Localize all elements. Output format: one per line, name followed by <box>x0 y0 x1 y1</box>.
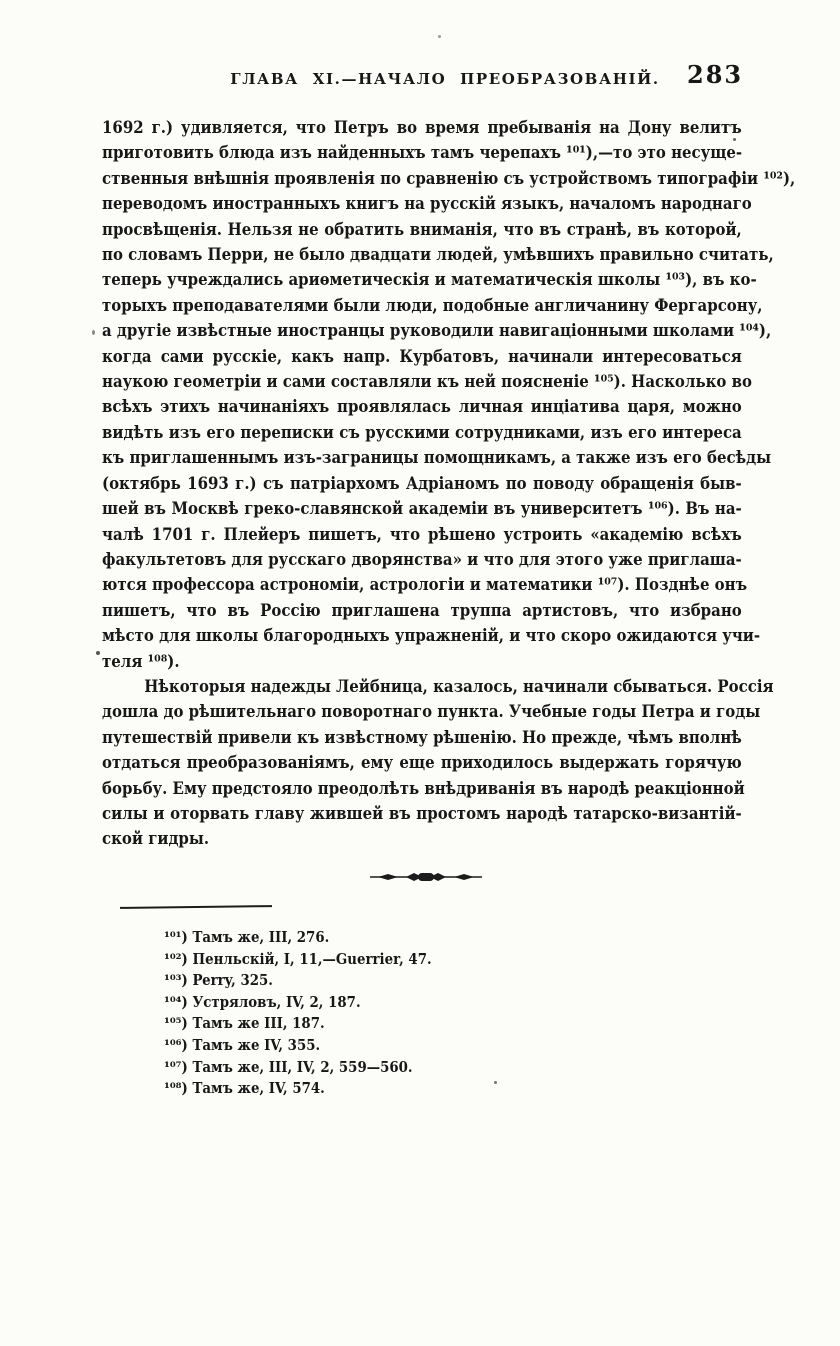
footnotes <box>164 927 432 1100</box>
text-line: теля ¹⁰⁸). <box>102 651 180 672</box>
text-line: ской гидры. <box>102 829 210 850</box>
scan-speck <box>494 1081 497 1084</box>
footnote-line: ¹⁰⁸) Тамъ же, IV, 574. <box>164 1080 325 1098</box>
footnote-line: ¹⁰³) Perry, 325. <box>164 972 273 990</box>
footnote-line: ¹⁰⁴) Устряловъ, IV, 2, 187. <box>164 993 361 1011</box>
page-number: 283 <box>687 60 744 89</box>
text-line: торыхъ преподавателями были люди, подобные англичанину Фергарсону, <box>102 295 763 316</box>
footnote-line: ¹⁰⁶) Тамъ же IV, 355. <box>164 1036 321 1054</box>
body-text <box>102 116 796 853</box>
text-line: пишетъ, что въ Россію приглашена труппа артистовъ, что избрано <box>102 600 742 621</box>
footnote-line: ¹⁰²) Пенльскій, I, 11,—Guerrier, 47. <box>164 950 432 968</box>
text-line: 1692 г.) удивляется, что Петръ во время пребыванія на Дону велитъ <box>102 118 742 138</box>
text-line: отдаться преобразованіямъ, ему еще приходилось выдержать горячую <box>102 753 742 774</box>
text-line: по словамъ Перри, не было двадцати людей, умѣвшихъ правильно считать, <box>102 245 774 266</box>
text-line: факультетовъ для русскаго дворянства» и что для этого уже приглаша- <box>102 549 742 570</box>
text-line: чалѣ 1701 г. Плейеръ пишетъ, что рѣшено устроить «академію всѣхъ <box>102 524 742 545</box>
footnote-separator-rule <box>120 905 272 909</box>
running-header-title: ГЛАВА XI.—НАЧАЛО ПРЕОБРАЗОВАНІЙ. <box>230 70 660 88</box>
text-line: дошла до рѣшительнаго поворотнаго пункта. Учебные годы Петра и годы <box>102 702 761 723</box>
text-line: ственныя внѣшнія проявленія по сравненію съ устройствомъ типографіи ¹⁰²), <box>102 168 796 189</box>
paragraph <box>102 675 774 853</box>
footnote-line: ¹⁰¹) Тамъ же, III, 276. <box>164 929 330 946</box>
scan-speck <box>92 330 95 335</box>
scan-speck <box>96 651 100 655</box>
scan-speck <box>733 138 736 141</box>
text-line: когда сами русскіе, какъ напр. Курбатовъ, начинали интересоваться <box>102 346 742 367</box>
text-line: силы и оторвать главу жившей въ простомъ народѣ татарско-византій- <box>102 803 742 824</box>
text-line: а другіе извѣстные иностранцы руководили навигаціонными школами ¹⁰⁴), <box>102 321 772 342</box>
text-line: наукою геометріи и сами составляли къ ней поясненіе ¹⁰⁵). Насколько во <box>102 372 752 393</box>
scan-speck <box>438 35 441 38</box>
text-line: ются профессора астрономіи, астрологіи и математики ¹⁰⁷). Позднѣе онъ <box>102 575 748 596</box>
footnote-line: ¹⁰⁵) Тамъ же III, 187. <box>164 1015 325 1033</box>
footnote-line: ¹⁰⁷) Тамъ же, III, IV, 2, 559—560. <box>164 1058 413 1076</box>
section-divider-ornament <box>370 869 482 885</box>
paragraph <box>102 116 796 675</box>
text-line: переводомъ иностранныхъ книгъ на русскій языкъ, началомъ народнаго <box>102 194 752 215</box>
text-line: теперь учреждались ариѳметическія и математическія школы ¹⁰³), въ ко- <box>102 270 757 291</box>
text-line: (октябрь 1693 г.) съ патріархомъ Адріаномъ по поводу обращенія быв- <box>102 473 742 494</box>
text-line: Нѣкоторыя надежды Лейбница, казалось, начинали сбываться. Россія <box>144 676 774 697</box>
text-line: видѣть изъ его переписки съ русскими сотрудниками, изъ его интереса <box>102 422 742 443</box>
text-line: къ приглашеннымъ изъ-заграницы помощникамъ, а также изъ его бесѣды <box>102 448 772 469</box>
text-line: просвѣщенія. Нельзя не обратить вниманія, что въ странѣ, въ которой, <box>102 219 742 240</box>
text-line: приготовить блюда изъ найденныхъ тамъ черепахъ ¹⁰¹),—то это несуще- <box>102 143 743 164</box>
text-line: шей въ Москвѣ греко-славянской академіи въ университетъ ¹⁰⁶). Въ на- <box>102 499 742 520</box>
text-line: всѣхъ этихъ начинаніяхъ проявлялась личная инціатива царя, можно <box>102 397 742 418</box>
text-line: борьбу. Ему предстояло преодолѣть внѣдриванія въ народѣ реакціонной <box>102 778 745 799</box>
text-line: путешествій привели къ извѣстному рѣшенію. Но прежде, чѣмъ вполнѣ <box>102 727 742 748</box>
text-line: мѣсто для школы благородныхъ упражненій, и что скоро ожидаются учи- <box>102 626 761 647</box>
